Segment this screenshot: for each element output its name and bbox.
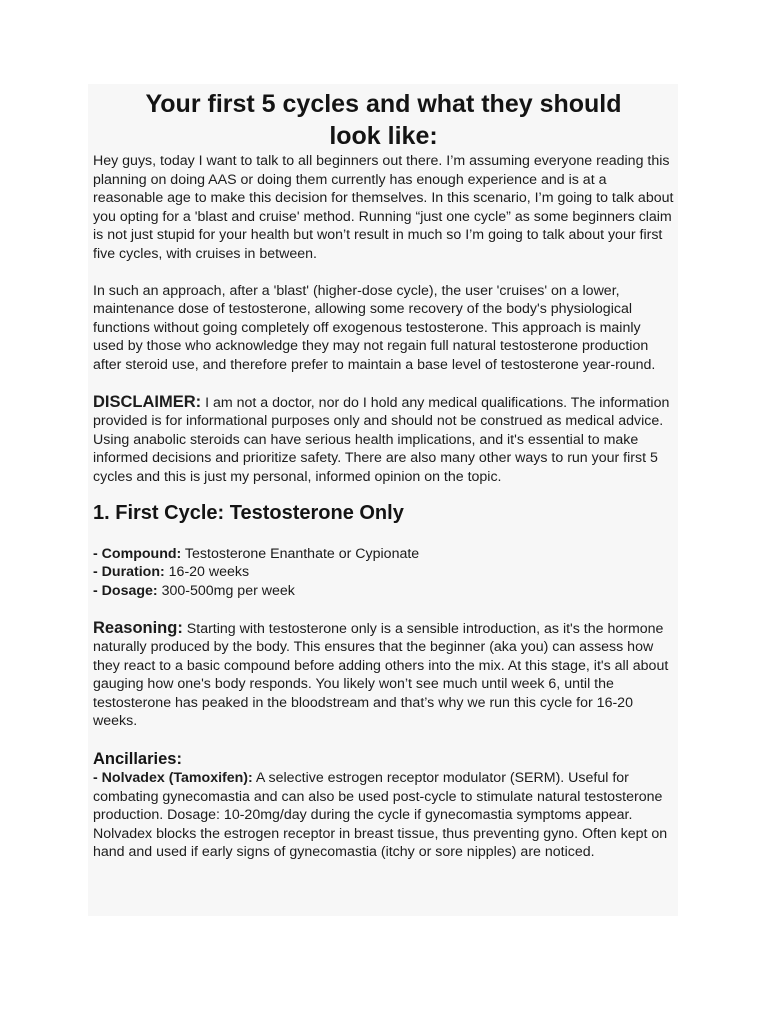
- ancillaries-heading: Ancillaries:: [93, 750, 182, 768]
- item-label: - Duration:: [93, 564, 165, 580]
- reasoning-text: Starting with testosterone only is a sensible introduction, as it's the hormone naturally produced by the body. This ensures that the beginner (aka you) can assess how they react to a basic compound before adding others into the mix. At this stage, it's all about gauging how one's body responds. You likely won’t see much until week 6, until the testosterone has peaked in the bloodstream and that’s why we run this cycle for 16-20 weeks.: [93, 620, 669, 729]
- item-label: - Compound:: [93, 545, 182, 562]
- approach-paragraph: In such an approach, after a 'blast' (higher-dose cycle), the user 'cruises' on a lower, maintenance dose of testosterone, allowing some recovery of the body's physiological functions without going completely off exogenous testosterone. This approach is mainly used by those who acknowledge they may not regain full natural testosterone production after steroid use, and therefore prefer to maintain a base level of testosterone year-round.: [93, 282, 656, 373]
- reasoning-paragraph: [93, 619, 674, 731]
- nolvadex-text: A selective estrogen receptor modulator (SERM). Useful for combating gynecomastia and can also be used post-cycle to stimulate natural testosterone production. Dosage: 10-20mg/day during the cycle if gynecomastia symptoms appear. Nolvadex blocks the estrogen receptor in breast tissue, thus preventing gyno. Often kept on hand and used if early signs of gynecomastia (itchy or sore nipples) are noticed.: [93, 770, 668, 860]
- disclaimer-paragraph: [93, 393, 674, 487]
- list-item: [93, 545, 674, 564]
- reasoning-label: Reasoning:: [93, 618, 183, 637]
- list-item: [93, 582, 674, 601]
- page-title: Your first 5 cycles and what they should look like:: [145, 90, 622, 150]
- item-label: - Dosage:: [93, 582, 158, 599]
- intro-paragraph: Hey guys, today I want to talk to all beginners out there. I’m assuming everyone reading this planning on doing AAS or doing them currently has enough experience and is at a reasonable age to make this decision for themselves. In this scenario, I’m going to talk about you opting for a 'blast and cruise' method. Running “just one cycle” as some beginners claim is not just stupid for your health but won’t result in much so I’m going to talk about your first five cycles, with cruises in between.: [93, 153, 674, 262]
- item-value: Testosterone Enanthate or Cypionate: [181, 545, 420, 562]
- disclaimer-text: I am not a doctor, nor do I hold any medical qualifications. The information provided is for informational purposes only and should not be construed as medical advice. Using anabolic steroids can have serious health implications, and it's essential to make informed decisions and prioritize safety. There are also many other ways to run your first 5 cycles and this is just my personal, informed opinion on the topic.: [93, 394, 670, 485]
- document-page: [88, 84, 678, 916]
- nolvadex-paragraph: [93, 769, 674, 862]
- nolvadex-label: - Nolvadex (Tamoxifen):: [93, 770, 253, 786]
- disclaimer-label: DISCLAIMER:: [93, 392, 202, 411]
- section-heading-first-cycle: 1. First Cycle: Testosterone Only: [93, 502, 404, 524]
- item-value: 16-20 weeks: [164, 564, 250, 580]
- item-value: 300-500mg per week: [157, 582, 295, 599]
- list-item: [93, 563, 674, 582]
